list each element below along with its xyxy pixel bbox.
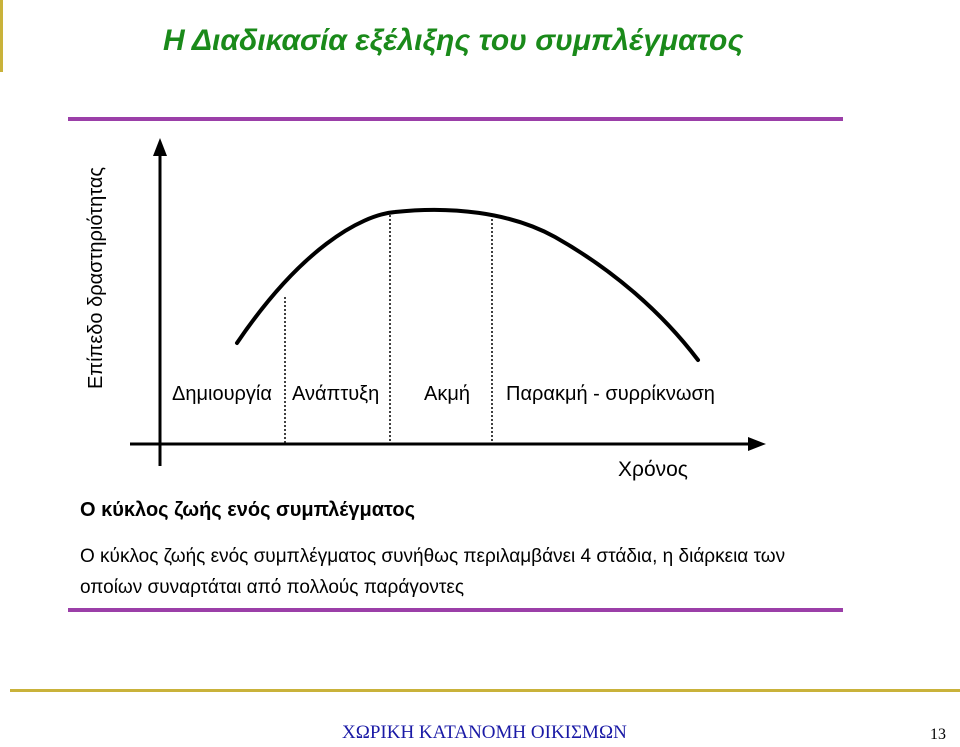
x-axis-arrow (748, 437, 766, 451)
y-axis-label: Επίπεδο δραστηριότητας (85, 166, 107, 390)
page-title: Η Διαδικασία εξέλιξης του συμπλέγματος (163, 24, 744, 57)
footer-rule (10, 689, 960, 692)
footer-title: ΧΩΡΙΚΗ ΚΑΤΑΝΟΜΗ ΟΙΚΙΣΜΩΝ (342, 722, 627, 743)
bottom-divider (68, 608, 843, 612)
y-axis-arrow (153, 138, 167, 156)
x-axis-label: Χρόνος (618, 458, 688, 481)
life-cycle-curve (237, 210, 698, 360)
section-subtitle: Ο κύκλος ζωής ενός συμπλέγματος (80, 499, 415, 521)
stage-peak-label: Ακμή (424, 383, 470, 405)
stage-decline-label: Παρακμή - συρρίκνωση (506, 383, 715, 405)
stage-growth-label: Ανάπτυξη (292, 383, 380, 405)
stage-creation-label: Δημιουργία (172, 383, 272, 405)
page-number: 13 (930, 726, 946, 743)
description-text: Ο κύκλος ζωής ενός συμπλέγματος συνήθως περιλαμβάνει 4 στάδια, η διάρκεια των οποίων συναρτάται από πολλούς παράγοντες (80, 546, 786, 598)
